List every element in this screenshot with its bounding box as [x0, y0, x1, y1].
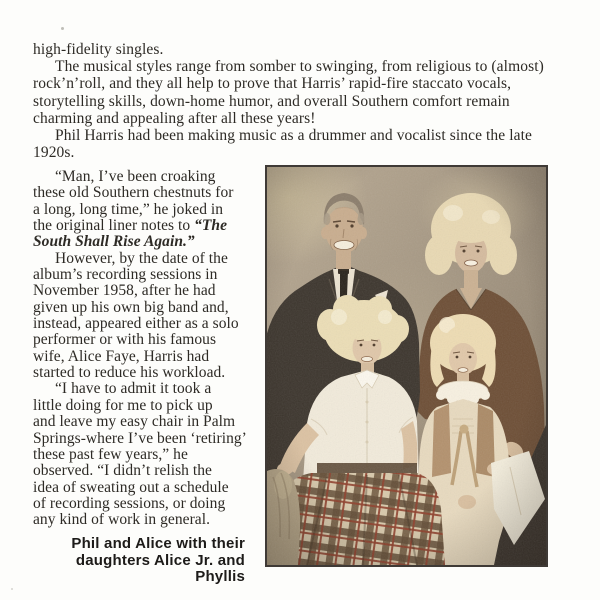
text-line: observed. “I didn’t relish the: [33, 462, 212, 480]
text-line: instead, appeared either as a solo: [33, 315, 239, 333]
intro-paragraphs: [33, 41, 576, 161]
caption-line-1: Phil and Alice with their: [71, 535, 245, 552]
text-line: a long, long time,” he joked in: [33, 200, 224, 218]
text-line: of recording sessions, or doing: [33, 494, 226, 512]
scan-artifact-dot: [11, 588, 13, 590]
caption-line-2: daughters Alice Jr. and Phyllis: [75, 551, 245, 585]
text-line: started to reduce his workload.: [33, 364, 226, 382]
grain-overlay: [267, 167, 546, 565]
text-line: idea of sweating out a schedule: [33, 478, 229, 496]
family-photo-art: [267, 167, 546, 565]
text-line: performer or with his famous: [33, 331, 217, 349]
text-line: However, by the date of the: [55, 249, 228, 267]
text-line: 1920s.: [33, 144, 75, 162]
family-photo: [265, 165, 548, 567]
text-line: any kind of work in general.: [33, 511, 211, 529]
text-line: the original liner notes to “The: [33, 217, 228, 235]
text-line: storytelling skills, down-home humor, and overall Southern comfort remain: [33, 92, 510, 110]
photo-caption: [33, 536, 245, 586]
text-line: charming and appealing after all these years!: [33, 109, 316, 127]
left-text-column: [33, 169, 265, 529]
text-line: rock’n’roll, and they all help to prove that Harris’ rapid-fire staccato vocals,: [33, 75, 512, 93]
text-line: these old Southern chestnuts for: [33, 184, 234, 202]
text-line: these past few years,” he: [33, 445, 188, 463]
text-line: “I have to admit it took a: [55, 380, 212, 398]
text-line: “Man, I’ve been croaking: [55, 168, 216, 185]
text-line: given up his own big band and,: [33, 298, 229, 316]
text-line: album’s recording sessions in: [33, 266, 218, 284]
text-line: Springs-where I’ve been ‘retiring’: [33, 429, 247, 447]
text-line: and leave my easy chair in Palm: [33, 413, 236, 431]
text-line: wife, Alice Faye, Harris had: [33, 347, 210, 365]
text-line: The musical styles range from somber to swinging, from religious to (almost): [55, 58, 544, 76]
text-line: South Shall Rise Again.”: [33, 233, 195, 251]
scan-artifact-dot: [61, 27, 64, 30]
text-line: little doing for me to pick up: [33, 396, 213, 414]
text-line: high-fidelity singles.: [33, 41, 164, 58]
text-line: November 1958, after he had: [33, 282, 216, 300]
text-line: Phil Harris had been making music as a drummer and vocalist since the late: [55, 127, 533, 145]
